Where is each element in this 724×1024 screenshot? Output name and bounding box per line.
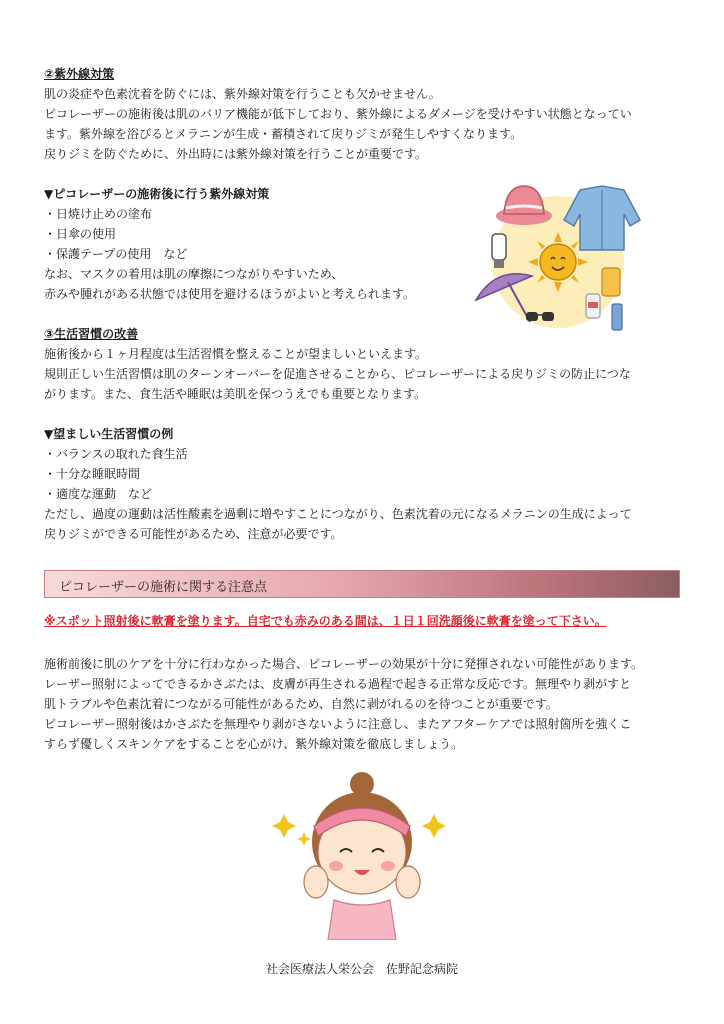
uv-subheading: ▼ピコレーザーの施術後に行う紫外線対策 <box>44 187 270 201</box>
caution-line: すらず優しくスキンケアをすることを心がけ、紫外線対策を徹底しましょう。 <box>44 737 464 751</box>
habit-line: がります。また、食生活や睡眠は美肌を保つうえでも重要となります。 <box>44 387 427 401</box>
ointment-notice: ※スポット照射後に軟膏を塗ります。自宅でも赤みのある間は、１日１回洗顔後に軟膏を塗って下さい。 <box>44 614 607 628</box>
cheek-right <box>381 861 395 871</box>
caution-body <box>44 654 684 754</box>
glove-icon <box>492 234 506 268</box>
hand-right <box>396 866 420 898</box>
uv-note: なお、マスクの着用は肌の摩擦につながりやすいため、 <box>44 267 344 281</box>
hat-icon <box>496 186 552 225</box>
uv-line: 肌の炎症や色素沈着を防ぐには、紫外線対策を行うことも欠かせません。 <box>44 87 441 101</box>
uv-protection-items-illustration <box>472 176 644 336</box>
habit-item: ・適度な運動 など <box>44 487 153 501</box>
uv-heading: ②紫外線対策 <box>44 67 115 81</box>
caution-section-title: ピコレーザーの施術に関する注意点 <box>59 580 268 595</box>
uv-line: ピコレーザーの施術後は肌のバリア機能が低下しており、紫外線によるダメージを受けやすい状態となってい <box>44 107 632 121</box>
habit-line: 規則正しい生活習慣は肌のターンオーバーを促進させることから、ピコレーザーによる戻りジミの防止につな <box>44 367 631 381</box>
habit-item: ・バランスの取れた食生活 <box>44 447 188 461</box>
caution-line: レーザー照射によってできるかさぶたは、皮膚が再生される過程で起きる正常な反応です。無理やり剥がすと <box>44 677 632 691</box>
caution-line: 施術前後に肌のケアを十分に行わなかった場合、ピコレーザーの効果が十分に発揮されない可能性があります。 <box>44 657 644 671</box>
hospital-name-footer: 社会医療法人栄公会 佐野記念病院 <box>265 962 458 976</box>
hand-left <box>304 866 328 898</box>
caution-section-header <box>44 570 680 598</box>
caution-line: ピコレーザー照射後はかさぶたを無理やり剥がさないように注意し、またアフターケアでは照射箇所を強くこ <box>44 717 632 731</box>
cheek-left <box>329 861 343 871</box>
habit-item: ・十分な睡眠時間 <box>44 467 141 481</box>
sun-icon <box>528 232 588 292</box>
habit-note: 戻りジミができる可能性があるため、注意が必要です。 <box>44 527 343 541</box>
habit-note: ただし、過度の運動は活性酸素を過剰に増やすことにつながり、色素沈着の元になるメラニンの生成によって <box>44 507 632 521</box>
habit-heading: ③生活習慣の改善 <box>44 327 139 341</box>
uv-note: 赤みや腫れがある状態では使用を避けるほうがよいと考えられます。 <box>44 287 416 301</box>
uv-line: ます。紫外線を浴びるとメラニンが生成・蓄積されて戻りジミが発生しやすくなります。 <box>44 127 523 141</box>
top <box>328 900 396 940</box>
caution-line: 肌トラブルや色素沈着につながる可能性があるため、自然に剥がれるのを待つことが重要です。 <box>44 697 558 711</box>
habit-line: 施術後から１ヶ月程度は生活習慣を整えることが望ましいといえます。 <box>44 347 428 361</box>
uv-item: ・日傘の使用 <box>44 227 117 241</box>
habit-subheading: ▼望ましい生活習慣の例 <box>44 427 174 441</box>
uv-line: 戻りジミを防ぐために、外出時には紫外線対策を行うことが重要です。 <box>44 147 428 161</box>
uv-item: ・日焼け止めの塗布 <box>44 207 153 221</box>
smiling-woman-headband-illustration <box>270 770 454 940</box>
uv-item: ・保護テープの使用 など <box>44 247 188 261</box>
